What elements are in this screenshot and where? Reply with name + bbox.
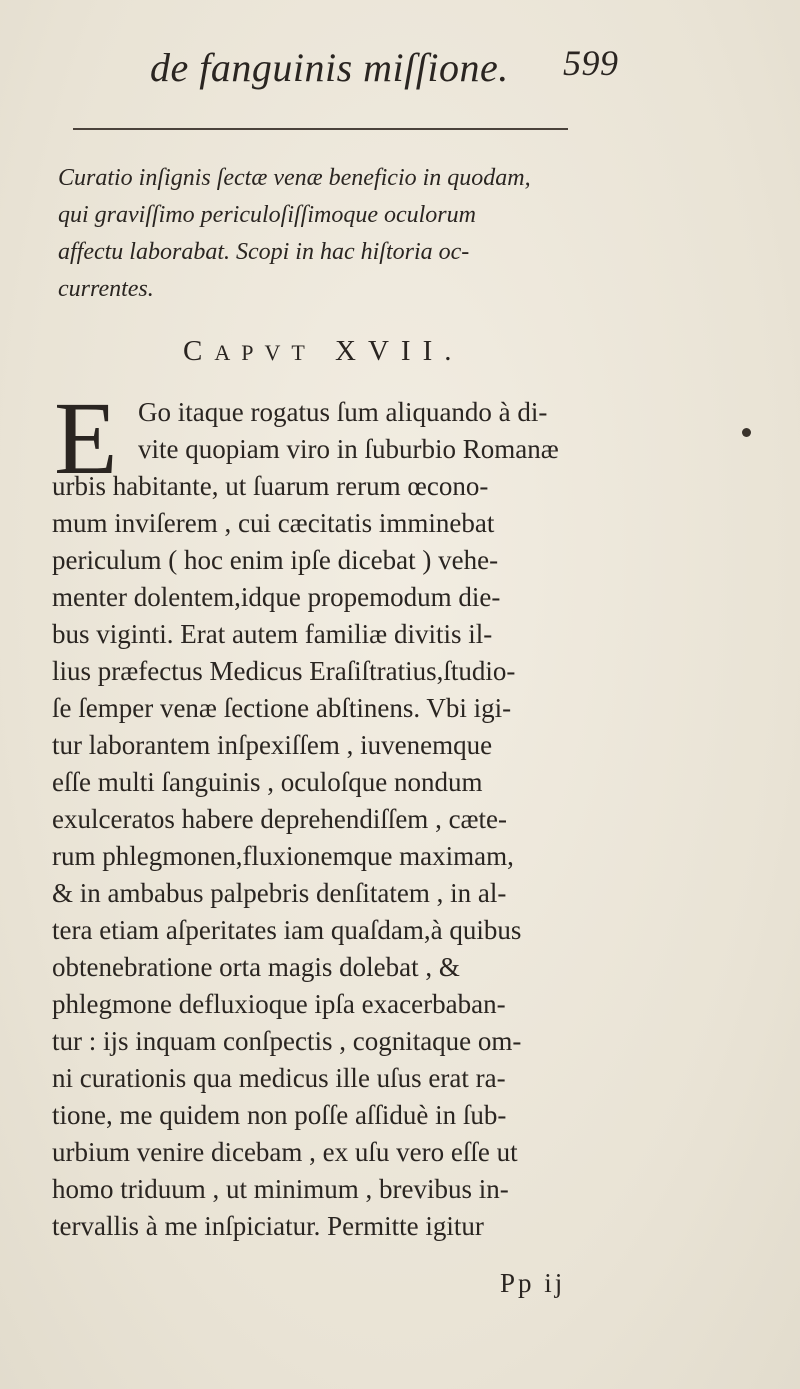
text-line: mum inviſerem , cui cæcitatis imminebat: [52, 508, 495, 538]
text-line: tur laborantem inſpexiſſem , iuvenemque: [52, 730, 493, 760]
chapter-title: [183, 335, 464, 368]
text-line: rum phlegmonen,fluxionemque maximam,: [52, 841, 514, 871]
heading-line: qui graviſſimo periculoſiſſimoque oculorum: [58, 202, 476, 228]
body-text: [52, 381, 732, 1245]
drop-cap: E: [54, 381, 118, 496]
signature-mark: Pp ij: [500, 1268, 566, 1298]
heading-line: currentes.: [58, 276, 154, 302]
text-line: tione, me quidem non poſſe aſſiduè in ſub-: [52, 1100, 507, 1130]
text-line: obtenebratione orta magis dolebat , &: [52, 952, 460, 982]
ink-fleck: [742, 428, 751, 437]
text-line: eſſe multi ſanguinis , oculoſque nondum: [52, 767, 483, 797]
chapter-heading: [58, 160, 758, 308]
header-rule: [73, 128, 568, 130]
running-title: de fanguinis miſſione.: [150, 45, 509, 90]
page-number: 599: [563, 43, 619, 83]
text-line: urbium venire dicebam , ex uſu vero eſſe ut: [52, 1137, 518, 1167]
caput-initial: C: [183, 335, 215, 367]
text-line: phlegmone defluxioque ipſa exacerbaban-: [52, 989, 506, 1019]
text-line: exulceratos habere deprehendiſſem , cæte-: [52, 804, 508, 834]
text-line: bus viginti. Erat autem familiæ divitis il-: [52, 619, 493, 649]
text-line: vite quopiam viro in ſuburbio Romanæ: [138, 434, 559, 464]
running-head: [150, 42, 650, 102]
text-line: lius præfectus Medicus Eraſiſtratius,ſtudio-: [52, 656, 516, 686]
text-line: urbis habitante, ut ſuarum rerum œcono-: [52, 471, 489, 501]
caput-word: APVT: [214, 340, 316, 365]
text-line: tera etiam aſperitates iam quaſdam,à quibus: [52, 915, 522, 945]
text-line: Go itaque rogatus ſum aliquando à di-: [138, 397, 548, 427]
text-line: homo triduum , ut minimum , brevibus in-: [52, 1174, 509, 1204]
text-line: & in ambabus palpebris denſitatem , in al-: [52, 878, 507, 908]
text-line: periculum ( hoc enim ipſe dicebat ) vehe-: [52, 545, 499, 575]
text-line: tur : ijs inquam conſpectis , cognitaque om-: [52, 1026, 522, 1056]
text-line: tervallis à me inſpiciatur. Permitte igitur: [52, 1211, 484, 1241]
chapter-numeral: XVII.: [335, 335, 464, 367]
text-line: menter dolentem,idque propemodum die-: [52, 582, 501, 612]
text-line: ni curationis qua medicus ille uſus erat ra-: [52, 1063, 506, 1093]
heading-line: Curatio inſignis ſectæ venæ beneficio in quodam,: [58, 165, 531, 191]
text-line: ſe ſemper venæ ſectione abſtinens. Vbi igi-: [52, 693, 512, 723]
heading-line: affectu laborabat. Scopi in hac hiſtoria oc-: [58, 239, 470, 265]
